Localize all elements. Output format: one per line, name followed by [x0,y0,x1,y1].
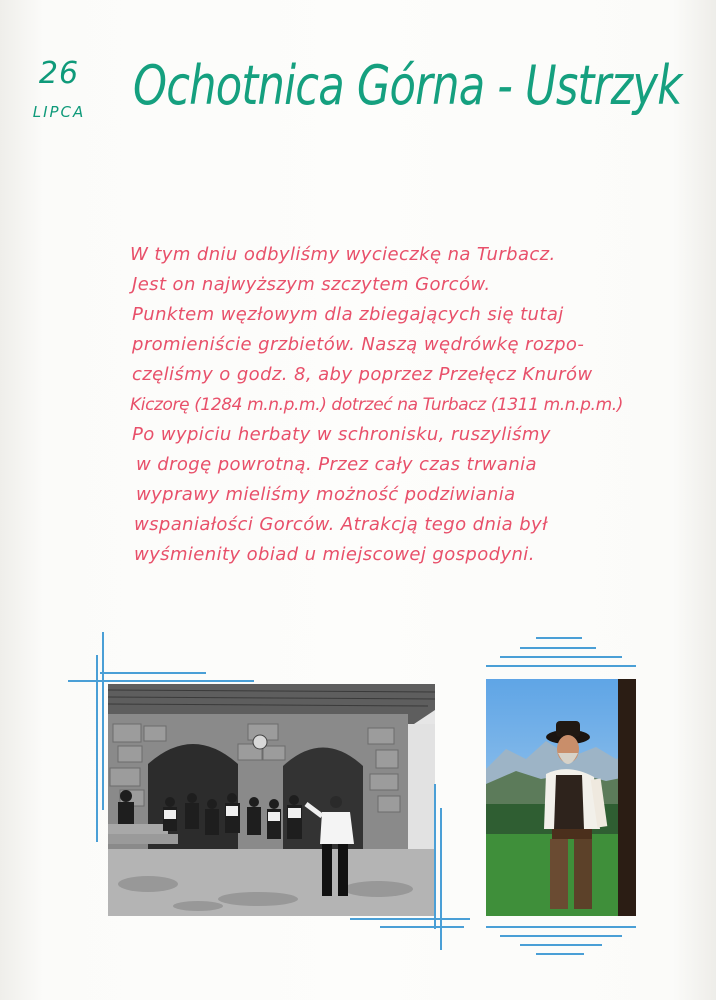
date-month: LIPCA [32,103,86,121]
decorative-line [350,918,470,920]
text-line: W tym dniu odbyliśmy wycieczkę na Turbacz. [130,244,556,265]
highlander-portrait-photo [486,679,636,916]
text-line: w drogę powrotną. Przez cały czas trwania [136,454,537,475]
decorative-line [96,655,98,842]
text-line: Po wypiciu herbaty w schronisku, ruszyliśmy [132,424,551,445]
text-line: promieniście grzbietów. Naszą wędrówkę rozpo- [132,334,585,355]
text-line: częliśmy o godz. 8, aby poprzez Przełęcz Knurów [132,364,593,385]
decorative-line [520,944,602,946]
text-line: Kiczorę (1284 m.n.p.m.) dotrzeć na Turbacz (1311 m.n.p.m.) [130,395,623,415]
date-day: 26 [38,56,80,91]
decorative-line [486,665,636,667]
group-at-shelter-photo [108,684,435,916]
decorative-line [500,935,622,937]
decorative-line [536,637,582,639]
decorative-line [100,672,206,674]
decorative-line [536,953,584,955]
decorative-line [486,926,636,928]
decorative-line [434,784,436,929]
decorative-line [380,926,464,928]
journal-text [130,240,660,570]
decorative-line [500,656,622,658]
decorative-line [102,632,104,810]
text-line: Punktem węzłowym dla zbiegających się tutaj [132,304,564,325]
decorative-line [68,680,254,682]
decorative-line [440,808,442,950]
text-line: wyprawy mieliśmy możność podziwiania [136,484,516,505]
text-line: wyśmienity obiad u miejscowej gospodyni. [134,544,535,565]
page-title: Ochotnica Górna - Ustrzyk [133,54,682,117]
text-line: wspaniałości Gorców. Atrakcją tego dnia był [134,514,548,535]
decorative-line [520,647,596,649]
text-line: Jest on najwyższym szczytem Gorców. [132,274,491,295]
